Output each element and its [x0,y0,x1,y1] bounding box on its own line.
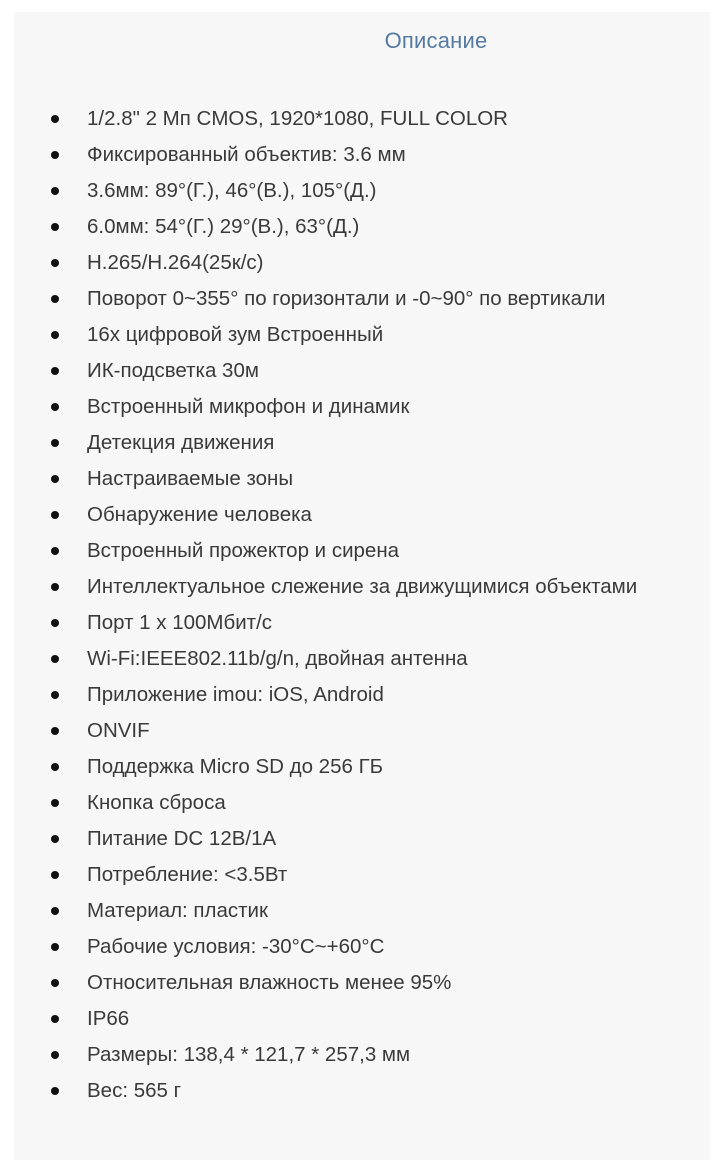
bullet-icon [51,907,59,915]
spec-text: Размеры: 138,4 * 121,7 * 257,3 мм [87,1043,411,1066]
bullet-icon [51,1015,59,1023]
spec-list-item [14,317,710,353]
bullet-icon [51,223,59,231]
spec-text: Кнопка сброса [87,791,226,814]
spec-text: 16x цифровой зум Встроенный [87,323,384,346]
spec-text: 6.0мм: 54°(Г.) 29°(В.), 63°(Д.) [87,215,360,238]
spec-list-item [14,857,710,893]
spec-text: Wi-Fi:IEEE802.11b/g/n, двойная антенна [87,647,468,670]
spec-text: Интеллектуальное слежение за движущимися объектами [87,575,638,598]
spec-text: Детекция движения [87,431,275,454]
spec-text: Питание DC 12В/1А [87,827,277,850]
bullet-icon [51,583,59,591]
bullet-icon [51,439,59,447]
spec-text: Встроенный микрофон и динамик [87,395,410,418]
spec-list-item [14,497,710,533]
spec-text: H.265/H.264(25к/с) [87,251,264,274]
bullet-icon [51,655,59,663]
bullet-icon [51,871,59,879]
spec-text: ИК-подсветка 30м [87,359,259,382]
spec-list-item [14,569,710,605]
spec-list-item [14,137,710,173]
bullet-icon [51,691,59,699]
spec-list-item [14,353,710,389]
bullet-icon [51,979,59,987]
spec-text: ONVIF [87,719,150,742]
spec-text: Порт 1 x 100Мбит/с [87,611,273,634]
spec-list-item [14,893,710,929]
spec-list-item [14,1001,710,1037]
bullet-icon [51,403,59,411]
bullet-icon [51,295,59,303]
spec-list-item [14,533,710,569]
bullet-icon [51,799,59,807]
spec-list-item [14,713,710,749]
spec-list-item [14,677,710,713]
bullet-icon [51,1051,59,1059]
bullet-icon [51,259,59,267]
bullet-icon [51,187,59,195]
spec-list-item [14,461,710,497]
spec-list-item [14,785,710,821]
spec-list-item [14,209,710,245]
spec-text: Настраиваемые зоны [87,467,294,490]
bullet-icon [51,619,59,627]
spec-text: Поворот 0~355° по горизонтали и -0~90° по вертикали [87,287,606,310]
spec-list-item [14,965,710,1001]
spec-text: Приложение imou: iOS, Android [87,683,384,706]
spec-list [14,101,710,1109]
bullet-icon [51,115,59,123]
spec-text: 3.6мм: 89°(Г.), 46°(В.), 105°(Д.) [87,179,377,202]
spec-list-item [14,1037,710,1073]
spec-list-item [14,101,710,137]
bullet-icon [51,331,59,339]
bullet-icon [51,151,59,159]
spec-list-item [14,245,710,281]
spec-list-item [14,281,710,317]
spec-text: Встроенный прожектор и сирена [87,539,400,562]
spec-text: Потребление: <3.5Вт [87,863,288,886]
spec-text: IP66 [87,1007,130,1030]
spec-text: Рабочие условия: -30°C~+60°C [87,935,385,958]
spec-list-item [14,749,710,785]
description-panel [14,12,710,1160]
spec-list-item [14,425,710,461]
spec-text: Фиксированный объектив: 3.6 мм [87,143,406,166]
bullet-icon [51,475,59,483]
bullet-icon [51,511,59,519]
bullet-icon [51,367,59,375]
spec-list-item [14,173,710,209]
bullet-icon [51,835,59,843]
spec-list-item [14,641,710,677]
spec-list-item [14,1073,710,1109]
bullet-icon [51,547,59,555]
bullet-icon [51,763,59,771]
bullet-icon [51,1087,59,1095]
bullet-icon [51,943,59,951]
spec-text: Обнаружение человека [87,503,312,526]
spec-list-item [14,605,710,641]
spec-text: Материал: пластик [87,899,268,922]
spec-text: Относительная влажность менее 95% [87,971,452,994]
spec-text: Поддержка Micro SD до 256 ГБ [87,755,384,778]
spec-list-item [14,929,710,965]
section-title: Описание [384,28,488,53]
spec-list-item [14,389,710,425]
bullet-icon [51,727,59,735]
spec-text: 1/2.8" 2 Мп CMOS, 1920*1080, FULL COLOR [87,107,508,130]
spec-list-item [14,821,710,857]
spec-text: Вес: 565 г [87,1079,182,1102]
